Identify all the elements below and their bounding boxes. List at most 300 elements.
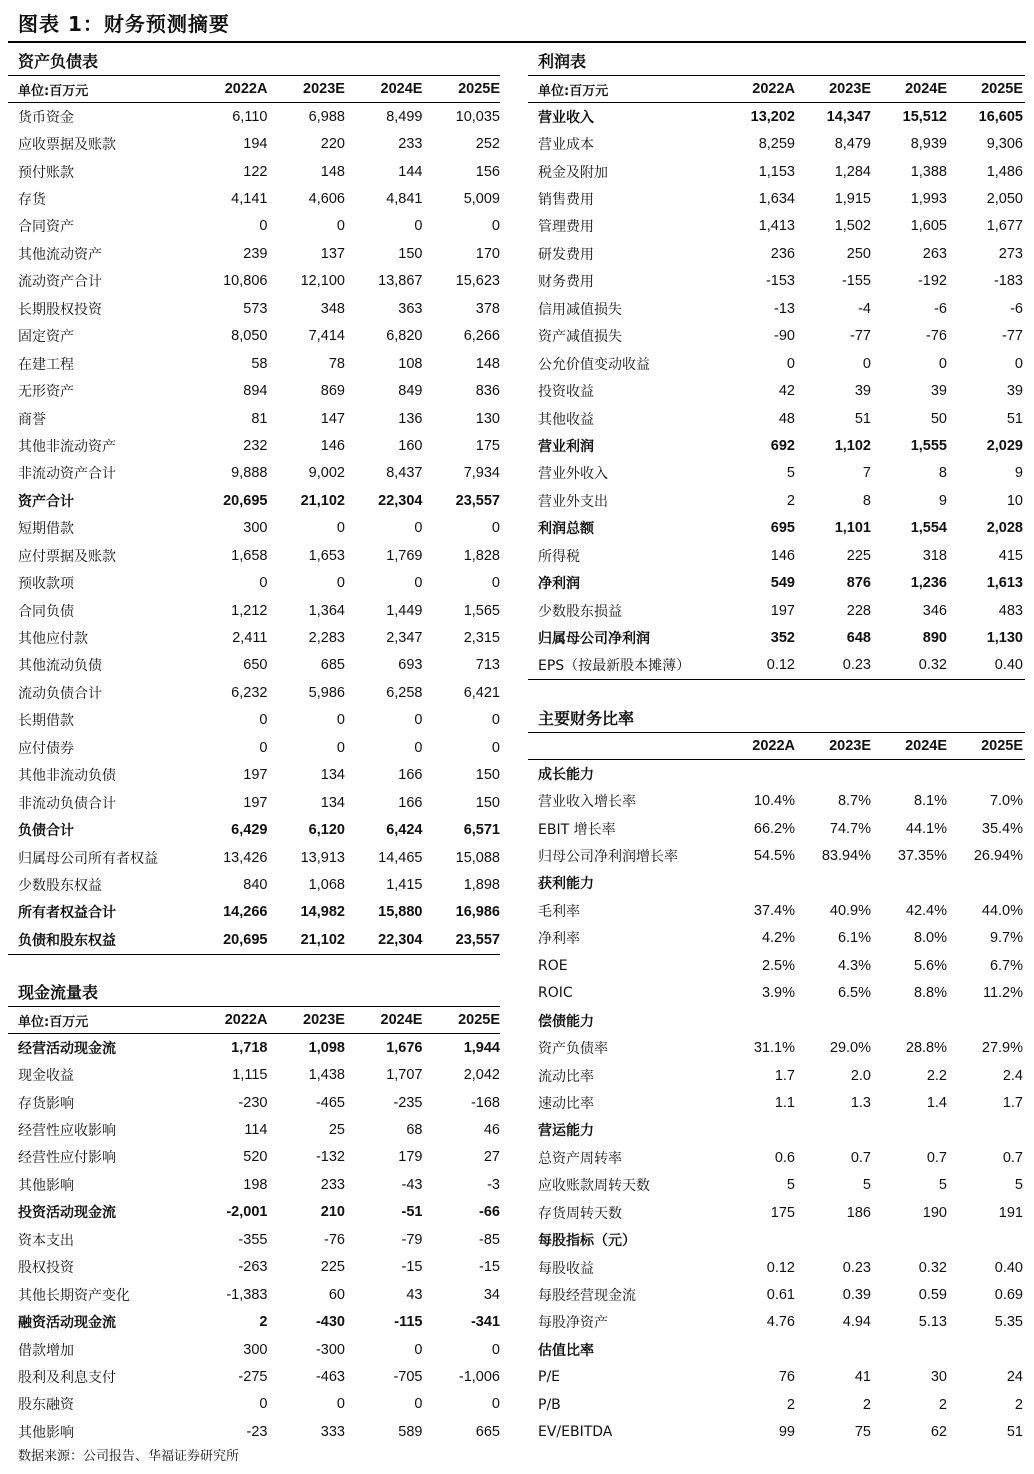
table-row — [8, 597, 500, 624]
table-row — [8, 185, 500, 212]
cell-value: -153 — [765, 273, 795, 290]
cell-value: 0 — [414, 1341, 423, 1358]
cell-value: 693 — [398, 657, 423, 674]
row-label: 其他收益 — [538, 411, 594, 428]
cell-value: 16,605 — [978, 108, 1023, 125]
cell-value: 175 — [475, 437, 500, 454]
cell-value: 122 — [243, 163, 268, 180]
cell-value: 166 — [398, 794, 423, 811]
row-label: 负债合计 — [18, 823, 74, 840]
cell-value: 2 — [862, 1396, 871, 1413]
cell-value: 160 — [398, 437, 423, 454]
year-header: 2022A — [224, 81, 268, 97]
cell-value: 54.5% — [753, 848, 795, 865]
cell-value: 6,232 — [231, 684, 268, 701]
table-row — [8, 295, 500, 322]
cell-value: 8 — [938, 465, 947, 482]
cell-value: 6,571 — [463, 822, 500, 839]
table-row — [528, 1254, 1025, 1281]
cell-value: 8,479 — [834, 136, 871, 153]
table-row — [528, 1062, 1025, 1089]
cell-value: 0 — [491, 575, 500, 592]
cell-value: 179 — [398, 1149, 423, 1166]
cell-value: 1,769 — [386, 547, 423, 564]
table-row — [8, 268, 500, 295]
row-label: EPS（按最新股本摊薄） — [538, 658, 691, 675]
row-label: 研发费用 — [538, 246, 594, 263]
row-label: 预付账款 — [18, 164, 74, 181]
cell-value: 4.3% — [837, 957, 871, 974]
cell-value: 10 — [1006, 492, 1023, 509]
cash-flow-table — [8, 978, 500, 1446]
cell-value: 8,437 — [386, 465, 423, 482]
cell-value: 22,304 — [378, 931, 423, 948]
cell-value: 0.39 — [842, 1287, 871, 1304]
table-row — [8, 1144, 500, 1171]
cell-value: 318 — [922, 547, 947, 564]
balance-sheet-body — [8, 103, 500, 955]
cell-value: 2,028 — [986, 520, 1023, 537]
cell-value: 5 — [1014, 1177, 1023, 1194]
row-label: 净利率 — [538, 931, 580, 948]
balance-sheet-header — [8, 76, 500, 103]
cell-value: 150 — [475, 767, 500, 784]
row-label: 投资活动现金流 — [18, 1205, 116, 1222]
cell-value: 20,695 — [223, 931, 268, 948]
row-label: 每股经营现金流 — [538, 1288, 636, 1305]
cell-value: 1,502 — [834, 218, 871, 235]
table-row — [528, 432, 1025, 459]
row-label: P/E — [538, 1369, 561, 1386]
cell-value: 170 — [475, 245, 500, 262]
unit-label: 单位:百万元 — [18, 1014, 89, 1030]
cell-value: -155 — [841, 273, 871, 290]
table-row — [528, 1281, 1025, 1308]
cell-value: 0.12 — [766, 657, 795, 674]
cell-value: 239 — [243, 245, 268, 262]
table-row — [8, 844, 500, 871]
cash-flow-title: 现金流量表 — [8, 978, 500, 1007]
table-row — [528, 1364, 1025, 1391]
cell-value: 6,988 — [308, 108, 345, 125]
cell-value: 6,820 — [386, 328, 423, 345]
cell-value: 5,986 — [308, 684, 345, 701]
cell-value: 1,707 — [386, 1067, 423, 1084]
cell-value: 10.4% — [753, 793, 795, 810]
cell-value: 197 — [243, 767, 268, 784]
cell-value: 0.40 — [994, 1259, 1023, 1276]
cell-value: 29.0% — [829, 1040, 871, 1057]
cell-value: 0 — [491, 218, 500, 235]
cell-value: 2,042 — [463, 1067, 500, 1084]
cell-value: 236 — [770, 245, 795, 262]
row-label: 成长能力 — [538, 766, 594, 783]
row-label: EBIT 增长率 — [538, 821, 616, 838]
row-label: 合同资产 — [18, 219, 74, 236]
cell-value: 1,828 — [463, 547, 500, 564]
cell-value: 2,411 — [232, 630, 268, 647]
table-row — [8, 240, 500, 267]
table-row — [528, 542, 1025, 569]
cell-value: 363 — [398, 300, 423, 317]
cell-value: 4,606 — [308, 191, 345, 208]
cell-value: 894 — [243, 383, 268, 400]
cell-value: 21,102 — [300, 492, 345, 509]
cell-value: 876 — [846, 575, 871, 592]
cell-value: 0 — [1014, 355, 1023, 372]
cell-value: 0 — [259, 712, 268, 729]
row-label: 信用减值损失 — [538, 301, 622, 318]
cell-value: 252 — [475, 136, 500, 153]
cell-value: 9 — [1014, 465, 1023, 482]
table-row — [528, 1391, 1025, 1418]
row-label: 其他影响 — [18, 1424, 74, 1441]
row-label: 非流动负债合计 — [18, 795, 116, 812]
cell-value: 0 — [336, 712, 345, 729]
table-row — [528, 185, 1025, 212]
table-row — [528, 569, 1025, 596]
cell-value: 8 — [862, 492, 871, 509]
cell-value: 2,283 — [308, 630, 345, 647]
table-row — [8, 1308, 500, 1335]
cell-value: 1.7 — [1002, 1094, 1023, 1111]
row-label: P/B — [538, 1396, 561, 1413]
cell-value: 8.0% — [913, 930, 947, 947]
table-row — [528, 980, 1025, 1007]
table-row — [8, 1254, 500, 1281]
cell-value: 198 — [243, 1176, 268, 1193]
table-row — [528, 377, 1025, 404]
cell-value: 685 — [320, 657, 345, 674]
row-label: 速动比率 — [538, 1095, 594, 1112]
cell-value: 225 — [846, 547, 871, 564]
cell-value: 1,415 — [386, 876, 423, 893]
cell-value: 378 — [475, 300, 500, 317]
group-heading-row — [528, 1336, 1025, 1363]
row-label: 应收票据及账款 — [18, 137, 116, 154]
cell-value: 150 — [475, 794, 500, 811]
cell-value: 190 — [922, 1204, 947, 1221]
cell-value: 1.7 — [774, 1067, 795, 1084]
cell-value: 6.7% — [989, 957, 1023, 974]
cell-value: 68 — [406, 1122, 423, 1139]
cell-value: 300 — [243, 1341, 268, 1358]
cell-value: 0.23 — [842, 657, 871, 674]
cell-value: 1,284 — [834, 163, 871, 180]
row-label: 营运能力 — [538, 1123, 594, 1140]
table-row — [8, 1061, 500, 1088]
table-row — [8, 405, 500, 432]
cell-value: 650 — [243, 657, 268, 674]
cell-value: 14,266 — [223, 904, 268, 921]
cell-value: 42.4% — [905, 902, 947, 919]
row-label: 营业成本 — [538, 137, 594, 154]
cell-value: -85 — [479, 1231, 500, 1248]
year-header: 2023E — [303, 81, 345, 97]
cell-value: 31.1% — [753, 1040, 795, 1057]
cell-value: -168 — [470, 1094, 500, 1111]
table-row — [528, 652, 1025, 680]
cell-value: 589 — [398, 1423, 423, 1440]
table-row — [528, 1172, 1025, 1199]
cell-value: 1,605 — [910, 218, 947, 235]
row-label: 其他应付款 — [18, 631, 88, 648]
cell-value: 0 — [491, 520, 500, 537]
table-row — [528, 158, 1025, 185]
cell-value: 51 — [1006, 410, 1023, 427]
cell-value: 0.59 — [918, 1287, 947, 1304]
row-label: 经营性应收影响 — [18, 1123, 116, 1140]
cell-value: 6.1% — [837, 930, 871, 947]
cell-value: 263 — [922, 245, 947, 262]
row-label: 经营性应付影响 — [18, 1150, 116, 1167]
cell-value: -79 — [401, 1231, 423, 1248]
row-label: 股东融资 — [18, 1397, 74, 1414]
cell-value: 30 — [930, 1369, 947, 1386]
cell-value: 20,695 — [223, 492, 268, 509]
cell-value: 0 — [259, 739, 268, 756]
cell-value: 2.0 — [850, 1067, 871, 1084]
row-label: 其他长期资产变化 — [18, 1287, 130, 1304]
row-label: 公允价值变动收益 — [538, 356, 650, 373]
title-rule — [8, 41, 1026, 43]
cell-value: 0.7 — [850, 1149, 871, 1166]
cell-value: 1,449 — [386, 602, 423, 619]
ratios-table — [528, 704, 1025, 1446]
table-row — [8, 158, 500, 185]
cell-value: 0.7 — [926, 1149, 947, 1166]
cell-value: 1,388 — [910, 163, 947, 180]
row-label: 营业外收入 — [538, 466, 608, 483]
row-label: 存货影响 — [18, 1095, 74, 1112]
income-statement-title: 利润表 — [528, 47, 1025, 76]
cell-value: 26.94% — [973, 848, 1023, 865]
cell-value: 186 — [846, 1204, 871, 1221]
cell-value: 0.61 — [766, 1287, 795, 1304]
group-heading-row — [528, 1117, 1025, 1144]
cell-value: 50 — [930, 410, 947, 427]
row-label: 负债和股东权益 — [18, 932, 116, 949]
cell-value: 8.1% — [913, 793, 947, 810]
cell-value: 0 — [259, 218, 268, 235]
cell-value: 1,438 — [308, 1067, 345, 1084]
cell-value: 573 — [243, 300, 268, 317]
year-header: 2025E — [458, 1012, 500, 1028]
cell-value: 0.6 — [774, 1149, 795, 1166]
cell-value: 0 — [414, 739, 423, 756]
row-label: 管理费用 — [538, 219, 594, 236]
row-label: 经营活动现金流 — [18, 1040, 116, 1057]
cell-value: 2,315 — [463, 630, 500, 647]
cell-value: 2.2 — [926, 1067, 947, 1084]
row-label: 每股收益 — [538, 1260, 594, 1277]
cell-value: 840 — [243, 876, 268, 893]
cell-value: 3.9% — [761, 985, 795, 1002]
cell-value: 9 — [938, 492, 947, 509]
cell-value: 1,565 — [463, 602, 500, 619]
row-label: 流动负债合计 — [18, 685, 102, 702]
cell-value: 8.8% — [913, 985, 947, 1002]
cell-value: 1,554 — [910, 520, 947, 537]
cell-value: -1,006 — [458, 1368, 500, 1385]
cell-value: 0 — [414, 1396, 423, 1413]
cell-value: 39 — [1006, 383, 1023, 400]
table-row — [8, 515, 500, 542]
table-row — [528, 240, 1025, 267]
cell-value: 1,486 — [986, 163, 1023, 180]
cell-value: 9,002 — [308, 465, 345, 482]
cell-value: 520 — [243, 1149, 268, 1166]
cell-value: 1.4 — [926, 1094, 947, 1111]
cell-value: 0 — [336, 739, 345, 756]
cell-value: 146 — [320, 437, 345, 454]
cell-value: 9,306 — [986, 136, 1023, 153]
cell-value: 13,202 — [750, 108, 795, 125]
cell-value: 549 — [770, 575, 795, 592]
table-row — [528, 515, 1025, 542]
cell-value: 0 — [414, 218, 423, 235]
cell-value: 4,841 — [386, 191, 423, 208]
cell-value: 6.5% — [837, 985, 871, 1002]
cell-value: 0 — [336, 218, 345, 235]
row-label: 存货 — [18, 192, 46, 209]
cell-value: 191 — [998, 1204, 1023, 1221]
cell-value: -235 — [393, 1094, 423, 1111]
cell-value: 197 — [770, 602, 795, 619]
row-label: 融资活动现金流 — [18, 1315, 116, 1332]
cell-value: 0 — [491, 1341, 500, 1358]
cell-value: 74.7% — [829, 820, 871, 837]
cell-value: 37.35% — [897, 848, 947, 865]
cell-value: 1.1 — [774, 1094, 795, 1111]
cell-value: -23 — [246, 1423, 268, 1440]
cell-value: -4 — [858, 300, 871, 317]
table-row — [528, 925, 1025, 952]
cell-value: 14,347 — [826, 108, 871, 125]
cell-value: 6,424 — [386, 822, 423, 839]
cell-value: 1,676 — [386, 1039, 423, 1056]
table-row — [528, 405, 1025, 432]
cell-value: 5,009 — [463, 191, 500, 208]
cell-value: 1,915 — [834, 191, 871, 208]
cell-value: 1,098 — [308, 1039, 345, 1056]
cell-value: -430 — [315, 1314, 345, 1331]
cell-value: 849 — [398, 383, 423, 400]
cell-value: 348 — [320, 300, 345, 317]
cell-value: 39 — [930, 383, 947, 400]
cell-value: 146 — [770, 547, 795, 564]
cell-value: 144 — [398, 163, 423, 180]
row-label: 每股指标（元） — [538, 1233, 636, 1250]
cell-value: 7.0% — [989, 793, 1023, 810]
row-label: 营业收入增长率 — [538, 794, 636, 811]
row-label: 获利能力 — [538, 876, 594, 893]
row-label: 预收款项 — [18, 576, 74, 593]
cell-value: 130 — [475, 410, 500, 427]
cell-value: -355 — [238, 1231, 268, 1248]
table-row — [8, 377, 500, 404]
cell-value: -51 — [401, 1204, 423, 1221]
cell-value: -6 — [1010, 300, 1023, 317]
row-label: 投资收益 — [538, 384, 594, 401]
cell-value: 0.32 — [918, 657, 947, 674]
cell-value: 2 — [938, 1396, 947, 1413]
cell-value: 22,304 — [378, 492, 423, 509]
cell-value: 1,212 — [231, 602, 268, 619]
table-row — [8, 1171, 500, 1198]
table-row — [8, 1336, 500, 1363]
cell-value: -230 — [238, 1094, 268, 1111]
cell-value: 483 — [998, 602, 1023, 619]
cell-value: 13,426 — [223, 849, 268, 866]
cell-value: 8.7% — [837, 793, 871, 810]
cell-value: 210 — [320, 1204, 345, 1221]
cell-value: 6,120 — [308, 822, 345, 839]
cell-value: 83.94% — [821, 848, 871, 865]
cell-value: 0 — [491, 712, 500, 729]
table-row — [8, 789, 500, 816]
cell-value: 6,266 — [463, 328, 500, 345]
cell-value: 0 — [491, 739, 500, 756]
year-header: 2023E — [303, 1012, 345, 1028]
income-statement-table — [528, 47, 1025, 680]
cell-value: 15,088 — [455, 849, 500, 866]
cell-value: -76 — [324, 1231, 345, 1248]
row-label: 合同负债 — [18, 603, 74, 620]
table-row — [8, 1199, 500, 1226]
table-row — [8, 323, 500, 350]
cell-value: 12,100 — [300, 273, 345, 290]
cell-value: 228 — [846, 602, 871, 619]
cell-value: 5 — [938, 1177, 947, 1194]
cell-value: 0.69 — [994, 1287, 1023, 1304]
row-label: 营业利润 — [538, 438, 594, 455]
cell-value: -66 — [479, 1204, 500, 1221]
table-row — [528, 323, 1025, 350]
cell-value: 23,557 — [455, 492, 500, 509]
unit-label: 单位:百万元 — [538, 83, 609, 99]
cell-value: 1,718 — [231, 1039, 268, 1056]
table-row — [8, 1391, 500, 1418]
cell-value: 2,050 — [986, 191, 1023, 208]
year-header: 2024E — [905, 738, 947, 754]
row-label: 资本支出 — [18, 1232, 74, 1249]
cell-value: 60 — [328, 1286, 345, 1303]
cell-value: 44.1% — [905, 820, 947, 837]
cell-value: 5.35 — [994, 1314, 1023, 1331]
cell-value: 1,555 — [910, 437, 947, 454]
table-row — [8, 350, 500, 377]
cell-value: 1,613 — [986, 575, 1023, 592]
cell-value: 27 — [483, 1149, 500, 1166]
cell-value: 225 — [320, 1259, 345, 1276]
row-label: 财务费用 — [538, 274, 594, 291]
cell-value: 148 — [475, 355, 500, 372]
table-row — [528, 213, 1025, 240]
row-label: 净利润 — [538, 576, 580, 593]
cell-value: 220 — [320, 136, 345, 153]
row-label: 少数股东权益 — [18, 877, 102, 894]
cell-value: 7,414 — [308, 328, 345, 345]
income-statement-body — [528, 103, 1025, 680]
cell-value: 35.4% — [981, 820, 1023, 837]
table-row — [8, 103, 500, 130]
cell-value: 836 — [475, 383, 500, 400]
cell-value: 0.12 — [766, 1259, 795, 1276]
cell-value: 346 — [922, 602, 947, 619]
cell-value: 13,913 — [300, 849, 345, 866]
balance-sheet-table — [8, 47, 500, 955]
